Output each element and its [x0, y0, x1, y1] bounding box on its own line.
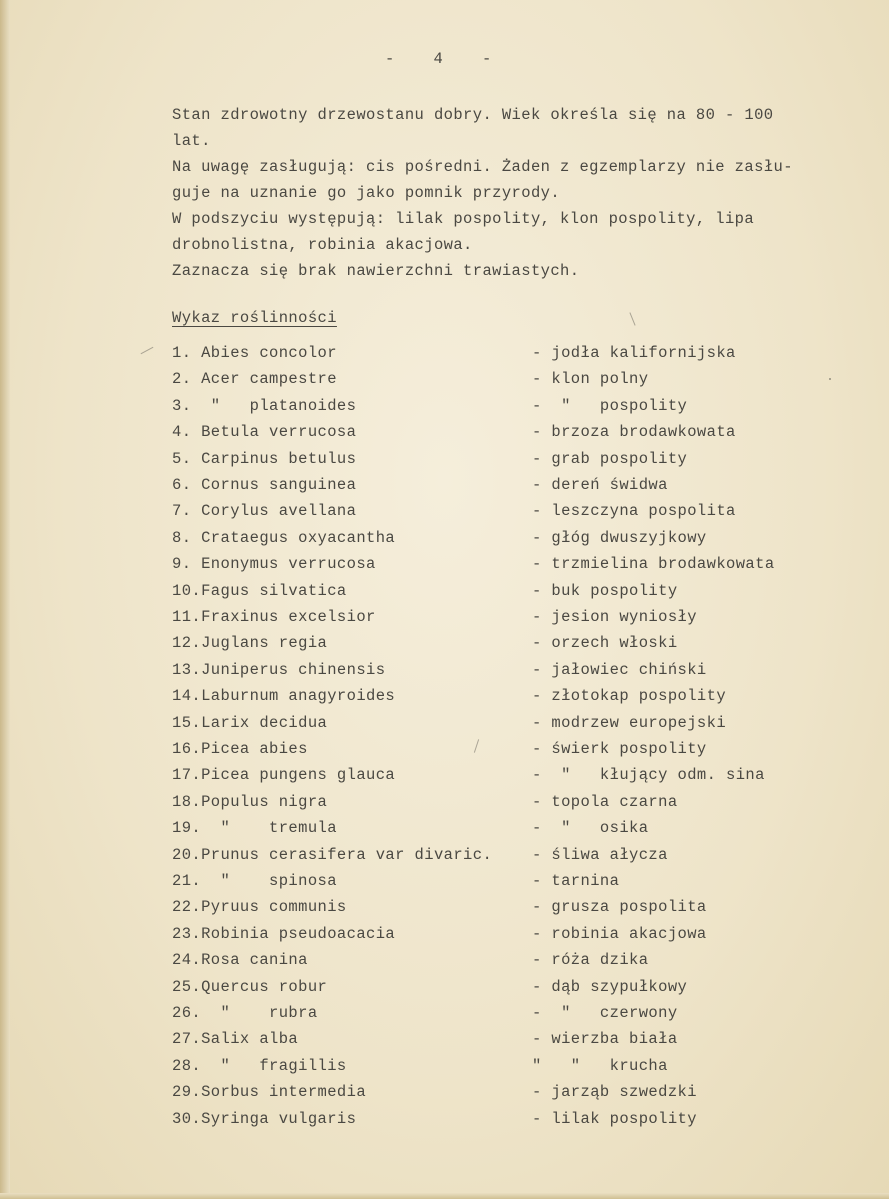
species-latin-name: 2. Acer campestre: [172, 370, 337, 388]
paragraph-line: drobnolistna, robinia akacjowa.: [172, 236, 473, 254]
species-latin-name: 22.Pyruus communis: [172, 898, 347, 916]
pen-mark: [474, 739, 479, 753]
species-latin-name: 20.Prunus cerasifera var divaric.: [172, 846, 493, 864]
ink-dot: [829, 378, 831, 380]
species-polish-name: - leszczyna pospolita: [532, 502, 736, 520]
paragraph-line: Zaznacza się brak nawierzchni trawiastych.: [172, 262, 580, 280]
species-latin-name: 25.Quercus robur: [172, 978, 328, 996]
species-latin-name: 7. Corylus avellana: [172, 502, 357, 520]
species-latin-name: 3. " platanoides: [172, 397, 357, 415]
species-polish-name: - orzech włoski: [532, 634, 678, 652]
species-polish-name: " " krucha: [532, 1057, 668, 1075]
species-polish-name: - jałowiec chiński: [532, 661, 707, 679]
species-latin-name: 13.Juniperus chinensis: [172, 661, 386, 679]
species-polish-name: - " kłujący odm. sina: [532, 766, 765, 784]
pen-mark: [629, 312, 635, 325]
paragraph-line: W podszyciu występują: lilak pospolity, klon pospolity, lipa: [172, 210, 755, 228]
species-polish-name: - brzoza brodawkowata: [532, 423, 736, 441]
species-polish-name: - robinia akacjowa: [532, 925, 707, 943]
species-polish-name: - trzmielina brodawkowata: [532, 555, 775, 573]
species-latin-name: 14.Laburnum anagyroides: [172, 687, 396, 705]
species-latin-name: 10.Fagus silvatica: [172, 582, 347, 600]
species-polish-name: - " pospolity: [532, 397, 688, 415]
paragraph-line: lat.: [172, 132, 211, 150]
species-polish-name: - grusza pospolita: [532, 898, 707, 916]
paragraph-line: guje na uznanie go jako pomnik przyrody.: [172, 184, 561, 202]
species-latin-name: 27.Salix alba: [172, 1030, 299, 1048]
species-polish-name: - dąb szypułkowy: [532, 978, 688, 996]
paragraph-line: Stan zdrowotny drzewostanu dobry. Wiek określa się na 80 - 100: [172, 106, 774, 124]
species-polish-name: - jarząb szwedzki: [532, 1083, 697, 1101]
species-polish-name: - buk pospolity: [532, 582, 678, 600]
species-latin-name: 15.Larix decidua: [172, 714, 328, 732]
species-polish-name: - " czerwony: [532, 1004, 678, 1022]
species-latin-name: 21. " spinosa: [172, 872, 337, 890]
species-polish-name: - topola czarna: [532, 793, 678, 811]
species-latin-name: 23.Robinia pseudoacacia: [172, 925, 396, 943]
species-polish-name: - róża dzika: [532, 951, 649, 969]
species-latin-name: 9. Enonymus verrucosa: [172, 555, 376, 573]
species-latin-name: 4. Betula verrucosa: [172, 423, 357, 441]
species-latin-name: 26. " rubra: [172, 1004, 318, 1022]
species-polish-name: - tarnina: [532, 872, 620, 890]
paper-bottom-edge: [0, 1193, 889, 1199]
species-latin-name: 19. " tremula: [172, 819, 337, 837]
species-latin-name: 1. Abies concolor: [172, 344, 337, 362]
species-latin-name: 12.Juglans regia: [172, 634, 328, 652]
species-latin-name: 6. Cornus sanguinea: [172, 476, 357, 494]
species-polish-name: - świerk pospolity: [532, 740, 707, 758]
species-polish-name: - dereń świdwa: [532, 476, 668, 494]
species-polish-name: - " osika: [532, 819, 649, 837]
species-polish-name: - modrzew europejski: [532, 714, 727, 732]
species-polish-name: - wierzba biała: [532, 1030, 678, 1048]
species-latin-name: 18.Populus nigra: [172, 793, 328, 811]
species-polish-name: - jesion wyniosły: [532, 608, 697, 626]
species-latin-name: 17.Picea pungens glauca: [172, 766, 396, 784]
species-polish-name: - grab pospolity: [532, 450, 688, 468]
paper-left-edge: [0, 0, 10, 1199]
species-polish-name: - głóg dwuszyjkowy: [532, 529, 707, 547]
species-polish-name: - złotokap pospolity: [532, 687, 727, 705]
species-polish-name: - lilak pospolity: [532, 1110, 697, 1128]
species-polish-name: - klon polny: [532, 370, 649, 388]
species-latin-name: 8. Crataegus oxyacantha: [172, 529, 396, 547]
species-polish-name: - jodła kalifornijska: [532, 344, 736, 362]
species-latin-name: 24.Rosa canina: [172, 951, 308, 969]
species-latin-name: 28. " fragillis: [172, 1057, 347, 1075]
paragraph-line: Na uwagę zasługują: cis pośredni. Żaden z egzemplarzy nie zasłu-: [172, 158, 793, 176]
species-latin-name: 5. Carpinus betulus: [172, 450, 357, 468]
species-latin-name: 11.Fraxinus excelsior: [172, 608, 376, 626]
species-polish-name: - śliwa ałycza: [532, 846, 668, 864]
species-latin-name: 16.Picea abies: [172, 740, 308, 758]
section-heading: Wykaz roślinności: [172, 309, 337, 327]
page-number: - 4 -: [385, 50, 492, 68]
pen-mark: [141, 347, 154, 354]
species-latin-name: 30.Syringa vulgaris: [172, 1110, 357, 1128]
species-latin-name: 29.Sorbus intermedia: [172, 1083, 367, 1101]
